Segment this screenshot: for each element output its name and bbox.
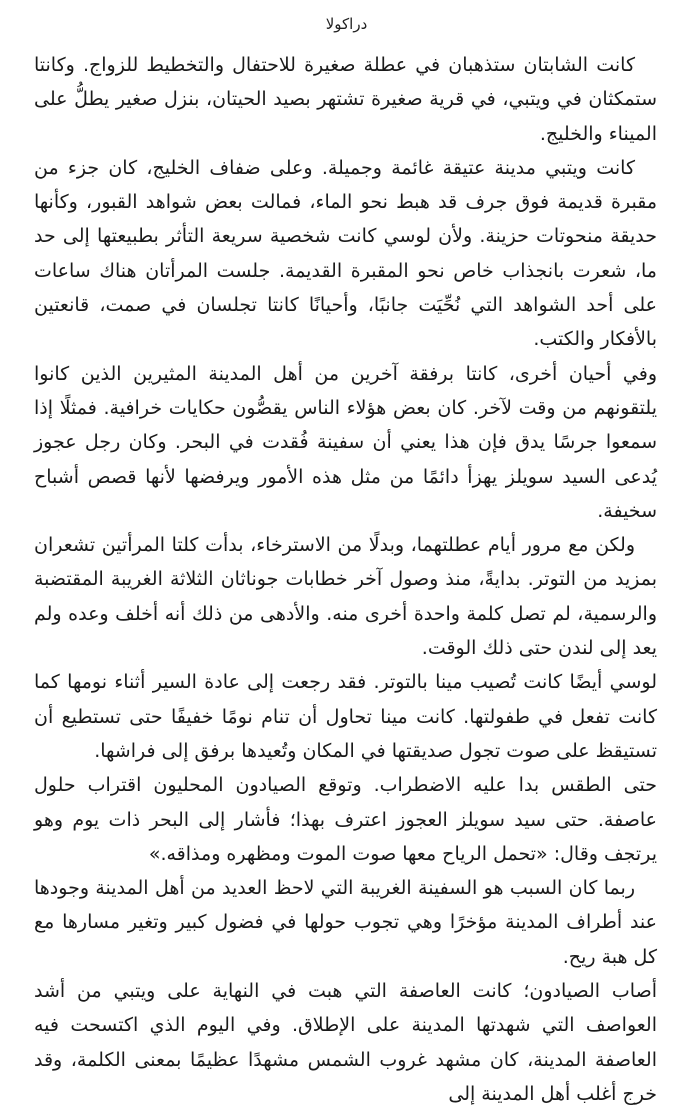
paragraph: ولكن مع مرور أيام عطلتهما، وبدلًا من الاسترخاء، بدأت كلتا المرأتين تشعران بمزيد من التوتر. بدايةً، منذ وصول آخر خطابات جوناثان الثلاثة الغريبة المقتضبة والرسمية، لم تصل كلمة واحدة أخرى منه. والأدهى من ذلك أنه أخلف وعده ولم يعد إلى لندن حتى ذلك الوقت. (34, 534, 657, 660)
paragraph: كانت الشابتان ستذهبان في عطلة صغيرة للاحتفال والتخطيط للزواج. وكانتا ستمكثان في ويتبي، في قرية صغيرة تشتهر بصيد الحيتان، بنزل صغير يطلُّ على الميناء والخليج. (34, 54, 657, 145)
body-text (34, 48, 657, 1111)
paragraph: ربما كان السبب هو السفينة الغريبة التي لاحظ العديد من أهل المدينة وجودها عند أطراف المدينة مؤخرًا وهي تجوب حولها في فضول كبير وتغير مسارها مع كل هبة ريح. (34, 877, 657, 968)
paragraph: حتى الطقس بدا عليه الاضطراب. وتوقع الصيادون المحليون اقتراب حلول عاصفة. حتى سيد سويلز العجوز اعترف بهذا؛ فأشار إلى البحر ذات يوم وهو يرتجف وقال: «تحمل الرياح معها صوت الموت ومظهره ومذاقه.» (34, 774, 657, 865)
running-header: دراكولا (325, 15, 368, 33)
paragraph: وفي أحيان أخرى، كانتا برفقة آخرين من أهل المدينة المثيرين الذين كانوا يلتقونهم من وقت لآخر. كان بعض هؤلاء الناس يقصُّون حكايات خرافية. فمثلًا إذا سمعوا جرسًا يدق فإن هذا يعني أن سفينة فُقدت في البحر. وكان رجل عجوز يُدعى السيد سويلز يهزأ دائمًا من مثل هذه الأمور ويرفضها لأنها قصص أشباح سخيفة. (34, 362, 657, 522)
paragraph: أصاب الصيادون؛ كانت العاصفة التي هبت في النهاية على ويتبي من أشد العواصف التي شهدتها المدينة على الإطلاق. وفي اليوم الذي اكتسحت فيه العاصفة المدينة، كان مشهد غروب الشمس مشهدًا عظيمًا بمعنى الكلمة، وقد خرج أغلب أهل المدينة إلى (34, 980, 657, 1105)
paragraph: لوسي أيضًا كانت تُصيب مينا بالتوتر. فقد رجعت إلى عادة السير أثناء نومها كما كانت تفعل في طفولتها. كانت مينا تحاول أن تنام نومًا خفيفًا حتى تستطيع أن تستيقظ على صوت تجول صديقتها في المكان وتُعيدها برفق إلى فراشها. (34, 671, 657, 762)
paragraph: كانت ويتبي مدينة عتيقة غائمة وجميلة. وعلى ضفاف الخليج، كان جزء من مقبرة قديمة فوق جرف قد هبط نحو الماء، فمالت بعض شواهد القبور، وكأنها حديقة منحوتات حزينة. ولأن لوسي كانت شخصية سريعة التأثر بطبيعتها إلى حد ما، شعرت بانجذاب خاص نحو المقبرة القديمة. جلست المرأتان هناك ساعات على أحد الشواهد التي نُحِّيَت جانبًا، وأحيانًا كانتا تجلسان في صمت، قانعتين بالأفكار والكتب. (34, 156, 657, 351)
